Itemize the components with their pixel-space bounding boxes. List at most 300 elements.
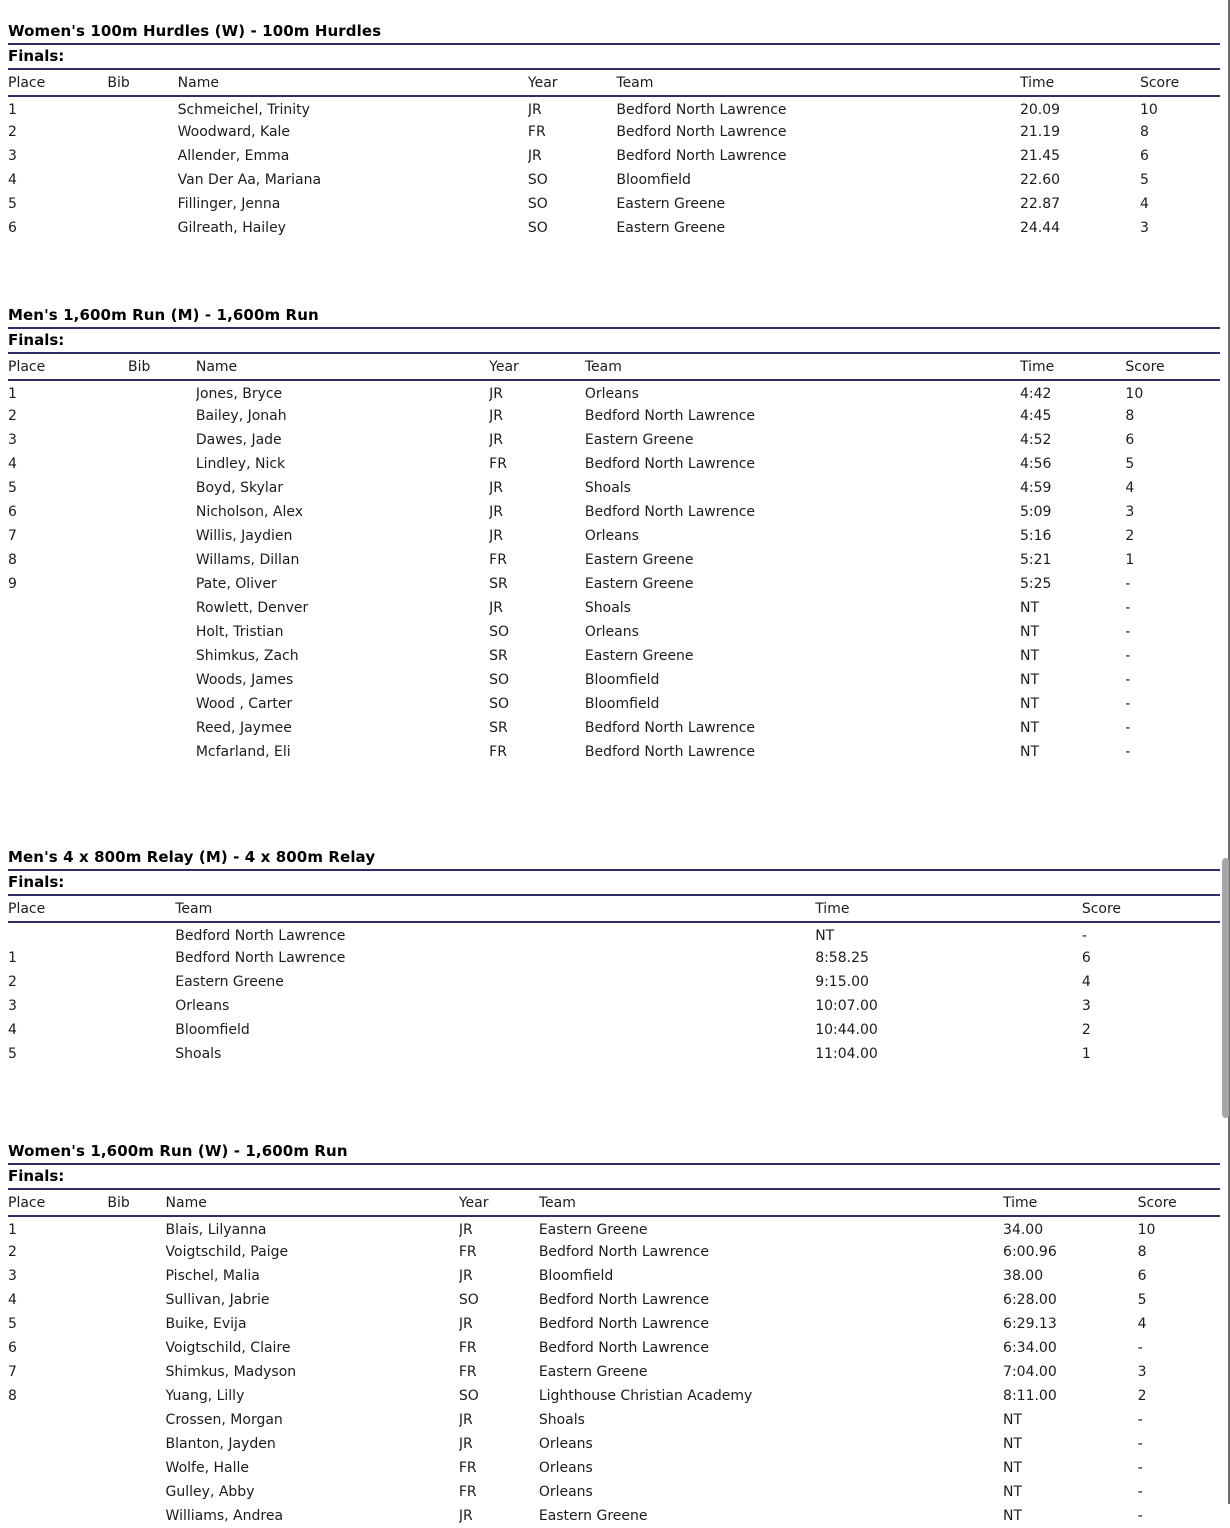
cell-name: Fillinger, Jenna xyxy=(177,196,281,212)
event-section xyxy=(8,848,1220,1066)
column-header-place: Place xyxy=(8,354,128,380)
cell-place xyxy=(8,922,175,946)
cell-bib xyxy=(107,168,177,192)
table-row xyxy=(8,96,1220,120)
cell-year: SR xyxy=(489,720,508,736)
cell-name: Jones, Bryce xyxy=(195,386,283,402)
cell-time: 20.09 xyxy=(1019,102,1061,118)
cell-team: Bedford North Lawrence xyxy=(616,102,787,118)
results-content xyxy=(8,22,1220,1528)
table-row xyxy=(8,192,1220,216)
cell-score: - xyxy=(1125,624,1131,640)
cell-year: FR xyxy=(458,1340,477,1356)
cell-place: 4 xyxy=(8,456,17,472)
cell-name: Boyd, Skylar xyxy=(195,480,284,496)
cell-year: JR xyxy=(527,148,542,164)
table-row xyxy=(8,1288,1220,1312)
table-row xyxy=(8,740,1220,764)
cell-score: 5 xyxy=(1139,172,1149,188)
cell-year: FR xyxy=(489,456,507,472)
cell-name: Holt, Tristian xyxy=(195,624,284,640)
cell-score: - xyxy=(1137,1460,1143,1476)
cell-score: - xyxy=(1125,672,1131,688)
cell-time: 21.45 xyxy=(1019,148,1061,164)
cell-score: 6 xyxy=(1137,1268,1147,1284)
cell-year: JR xyxy=(489,386,503,402)
cell-bib xyxy=(107,216,177,240)
cell-bib xyxy=(128,524,196,548)
cell-score: 6 xyxy=(1125,432,1135,448)
cell-score: 2 xyxy=(1125,528,1135,544)
cell-score: 3 xyxy=(1139,220,1149,236)
cell-name: Blais, Lilyanna xyxy=(165,1222,267,1238)
cell-score: 5 xyxy=(1125,456,1135,472)
cell-place: 6 xyxy=(8,220,17,236)
event-section xyxy=(8,1142,1220,1528)
table-row xyxy=(8,548,1220,572)
cell-year: FR xyxy=(458,1460,477,1476)
cell-team: Bedford North Lawrence xyxy=(175,950,346,966)
cell-bib xyxy=(107,1288,165,1312)
cell-score: 10 xyxy=(1139,102,1158,118)
cell-name: Voigtschild, Paige xyxy=(165,1244,289,1260)
cell-bib xyxy=(107,192,177,216)
table-row xyxy=(8,500,1220,524)
cell-name: Shimkus, Madyson xyxy=(165,1364,297,1380)
column-header-score: Score xyxy=(1138,1190,1220,1216)
cell-score: 8 xyxy=(1125,408,1135,424)
cell-name: Schmeichel, Trinity xyxy=(177,102,310,118)
column-header-score: Score xyxy=(1125,354,1220,380)
cell-score: 5 xyxy=(1137,1292,1147,1308)
cell-time: 6:00.96 xyxy=(1003,1244,1057,1260)
cell-year: JR xyxy=(489,480,503,496)
cell-time: 34.00 xyxy=(1003,1222,1044,1238)
cell-score: - xyxy=(1125,696,1131,712)
cell-team: Eastern Greene xyxy=(538,1222,648,1238)
cell-team: Eastern Greene xyxy=(616,196,726,212)
cell-time: 24.44 xyxy=(1019,220,1061,236)
cell-name: Gulley, Abby xyxy=(165,1484,255,1500)
table-row xyxy=(8,144,1220,168)
cell-team: Orleans xyxy=(538,1436,593,1452)
cell-place: 2 xyxy=(8,1244,17,1260)
cell-bib xyxy=(107,1216,165,1240)
cell-place xyxy=(8,1432,107,1456)
cell-year: JR xyxy=(458,1222,473,1238)
cell-team: Orleans xyxy=(538,1484,593,1500)
cell-team: Shoals xyxy=(175,1046,222,1062)
column-header-bib: Bib xyxy=(107,1190,165,1216)
cell-bib xyxy=(107,1456,165,1480)
round-label: Finals: xyxy=(8,871,1220,896)
table-row xyxy=(8,946,1220,970)
cell-bib xyxy=(128,476,196,500)
cell-bib xyxy=(107,1240,165,1264)
cell-place xyxy=(8,1504,107,1528)
cell-time: NT xyxy=(1003,1412,1023,1428)
column-header-bib: Bib xyxy=(128,354,196,380)
table-row xyxy=(8,1018,1220,1042)
table-row xyxy=(8,380,1220,404)
cell-bib xyxy=(107,144,177,168)
cell-place: 1 xyxy=(8,950,17,966)
cell-team: Bedford North Lawrence xyxy=(616,148,787,164)
cell-name: Dawes, Jade xyxy=(195,432,282,448)
cell-time: NT xyxy=(1019,720,1040,736)
results-table xyxy=(8,1190,1220,1528)
cell-place: 3 xyxy=(8,1268,17,1284)
cell-name: Willis, Jaydien xyxy=(195,528,293,544)
cell-score: - xyxy=(1137,1484,1143,1500)
cell-score: 10 xyxy=(1137,1222,1156,1238)
table-row xyxy=(8,970,1220,994)
event-section xyxy=(8,22,1220,240)
event-title: Men's 4 x 800m Relay (M) - 4 x 800m Relay xyxy=(8,848,1220,871)
cell-time: 5:21 xyxy=(1019,552,1052,568)
cell-time: NT xyxy=(1019,672,1040,688)
cell-score: 8 xyxy=(1139,124,1149,140)
cell-place: 3 xyxy=(8,998,17,1014)
cell-team: Orleans xyxy=(584,386,639,402)
cell-team: Lighthouse Christian Academy xyxy=(538,1388,753,1404)
cell-name: Williams, Andrea xyxy=(165,1508,284,1524)
column-header-name: Name xyxy=(178,70,528,96)
cell-score: 3 xyxy=(1125,504,1135,520)
cell-bib xyxy=(107,120,177,144)
cell-year: SR xyxy=(489,576,508,592)
cell-year: SO xyxy=(489,696,510,712)
cell-team: Shoals xyxy=(584,600,631,616)
cell-name: Shimkus, Zach xyxy=(195,648,299,664)
cell-place: 1 xyxy=(8,1222,17,1238)
cell-time: 11:04.00 xyxy=(815,1046,878,1062)
table-row xyxy=(8,1240,1220,1264)
cell-team: Shoals xyxy=(584,480,631,496)
cell-year: SO xyxy=(489,624,510,640)
cell-name: Willams, Dillan xyxy=(195,552,300,568)
cell-score: 4 xyxy=(1125,480,1135,496)
cell-team: Bloomfield xyxy=(175,1022,250,1038)
cell-time: 6:28.00 xyxy=(1003,1292,1057,1308)
cell-bib xyxy=(128,500,196,524)
table-row xyxy=(8,1042,1220,1066)
cell-place xyxy=(8,668,128,692)
results-table xyxy=(8,70,1220,240)
cell-time: NT xyxy=(1003,1436,1023,1452)
cell-name: Sullivan, Jabrie xyxy=(165,1292,270,1308)
cell-time: 8:58.25 xyxy=(815,950,869,966)
cell-team: Bedford North Lawrence xyxy=(175,928,346,944)
cell-name: Pate, Oliver xyxy=(195,576,277,592)
cell-time: 6:29.13 xyxy=(1003,1316,1057,1332)
cell-team: Eastern Greene xyxy=(616,220,726,236)
cell-bib xyxy=(107,1336,165,1360)
cell-year: JR xyxy=(489,600,503,616)
cell-name: Bailey, Jonah xyxy=(195,408,287,424)
cell-place: 2 xyxy=(8,124,17,140)
cell-team: Bedford North Lawrence xyxy=(584,744,756,760)
round-label: Finals: xyxy=(8,329,1220,354)
cell-team: Eastern Greene xyxy=(584,432,694,448)
cell-place: 7 xyxy=(8,1364,17,1380)
column-header-bib: Bib xyxy=(107,70,177,96)
cell-team: Bedford North Lawrence xyxy=(584,504,756,520)
cell-time: NT xyxy=(1019,600,1040,616)
cell-bib xyxy=(107,96,177,120)
cell-bib xyxy=(128,404,196,428)
cell-time: 8:11.00 xyxy=(1003,1388,1057,1404)
cell-name: Pischel, Malia xyxy=(165,1268,260,1284)
cell-score: 2 xyxy=(1081,1022,1091,1038)
cell-bib xyxy=(128,428,196,452)
cell-time: NT xyxy=(1019,696,1040,712)
table-row xyxy=(8,168,1220,192)
cell-bib xyxy=(107,1408,165,1432)
cell-time: NT xyxy=(1019,744,1040,760)
table-row xyxy=(8,1504,1220,1528)
cell-team: Shoals xyxy=(538,1412,585,1428)
cell-place: 1 xyxy=(8,102,17,118)
cell-time: 4:59 xyxy=(1019,480,1052,496)
table-row xyxy=(8,404,1220,428)
cell-time: NT xyxy=(815,928,835,944)
cell-time: 4:45 xyxy=(1019,408,1052,424)
column-header-team: Team xyxy=(616,70,1020,96)
column-header-year: Year xyxy=(528,70,616,96)
cell-team: Bedford North Lawrence xyxy=(538,1340,709,1356)
cell-year: JR xyxy=(458,1316,473,1332)
cell-place: 4 xyxy=(8,1292,17,1308)
table-row xyxy=(8,994,1220,1018)
cell-place: 2 xyxy=(8,408,17,424)
cell-place: 7 xyxy=(8,528,17,544)
cell-year: JR xyxy=(527,102,542,118)
cell-time: 22.60 xyxy=(1019,172,1061,188)
cell-score: 6 xyxy=(1139,148,1149,164)
cell-bib xyxy=(128,692,196,716)
cell-place: 2 xyxy=(8,974,17,990)
cell-place: 3 xyxy=(8,432,17,448)
cell-year: FR xyxy=(527,124,546,140)
cell-year: FR xyxy=(458,1364,477,1380)
results-table xyxy=(8,354,1220,764)
cell-team: Bedford North Lawrence xyxy=(538,1316,709,1332)
cell-time: 10:44.00 xyxy=(815,1022,878,1038)
cell-score: - xyxy=(1137,1436,1143,1452)
cell-name: Rowlett, Denver xyxy=(195,600,309,616)
cell-bib xyxy=(128,668,196,692)
table-row xyxy=(8,716,1220,740)
cell-time: NT xyxy=(1019,624,1040,640)
column-header-team: Team xyxy=(175,896,815,922)
cell-year: JR xyxy=(458,1508,473,1524)
cell-score: 8 xyxy=(1137,1244,1147,1260)
cell-time: NT xyxy=(1003,1484,1023,1500)
column-header-place: Place xyxy=(8,896,175,922)
cell-time: NT xyxy=(1003,1460,1023,1476)
cell-time: 7:04.00 xyxy=(1003,1364,1057,1380)
cell-score: - xyxy=(1125,576,1131,592)
cell-year: JR xyxy=(458,1412,473,1428)
cell-time: 10:07.00 xyxy=(815,998,878,1014)
cell-team: Bedford North Lawrence xyxy=(538,1244,709,1260)
cell-score: - xyxy=(1125,720,1131,736)
column-header-time: Time xyxy=(815,896,1082,922)
cell-place: 1 xyxy=(8,386,17,402)
header-row xyxy=(8,1190,1220,1216)
cell-name: Allender, Emma xyxy=(177,148,290,164)
column-header-time: Time xyxy=(1020,70,1140,96)
cell-year: SR xyxy=(489,648,508,664)
table-row xyxy=(8,692,1220,716)
column-header-place: Place xyxy=(8,70,107,96)
cell-year: JR xyxy=(489,528,503,544)
cell-time: 6:34.00 xyxy=(1003,1340,1057,1356)
cell-bib xyxy=(107,1312,165,1336)
table-row xyxy=(8,1336,1220,1360)
column-header-score: Score xyxy=(1140,70,1220,96)
cell-year: JR xyxy=(489,432,503,448)
cell-score: 3 xyxy=(1137,1364,1147,1380)
cell-time: 21.19 xyxy=(1019,124,1061,140)
cell-team: Eastern Greene xyxy=(584,576,694,592)
cell-place xyxy=(8,596,128,620)
cell-bib xyxy=(128,620,196,644)
cell-team: Bloomfield xyxy=(584,672,660,688)
table-row xyxy=(8,476,1220,500)
header-row xyxy=(8,354,1220,380)
column-header-name: Name xyxy=(166,1190,459,1216)
cell-bib xyxy=(107,1480,165,1504)
cell-year: SO xyxy=(458,1292,479,1308)
cell-team: Bedford North Lawrence xyxy=(616,124,787,140)
table-row xyxy=(8,1360,1220,1384)
cell-score: 6 xyxy=(1081,950,1091,966)
cell-name: Gilreath, Hailey xyxy=(177,220,286,236)
cell-score: - xyxy=(1125,744,1131,760)
cell-place: 8 xyxy=(8,552,17,568)
cell-time: 5:16 xyxy=(1019,528,1052,544)
cell-name: Wolfe, Halle xyxy=(165,1460,249,1476)
cell-place xyxy=(8,1456,107,1480)
column-header-year: Year xyxy=(459,1190,539,1216)
event-title: Women's 100m Hurdles (W) - 100m Hurdles xyxy=(8,22,1220,45)
cell-bib xyxy=(107,1432,165,1456)
cell-bib xyxy=(128,380,196,404)
cell-team: Orleans xyxy=(175,998,230,1014)
table-row xyxy=(8,668,1220,692)
cell-score: - xyxy=(1081,928,1087,944)
cell-year: FR xyxy=(489,744,507,760)
cell-year: SO xyxy=(527,196,548,212)
scrollbar-thumb[interactable] xyxy=(1222,858,1229,1118)
table-row xyxy=(8,1408,1220,1432)
cell-team: Orleans xyxy=(538,1460,593,1476)
cell-team: Bloomfield xyxy=(538,1268,614,1284)
cell-place: 4 xyxy=(8,172,17,188)
cell-name: Voigtschild, Claire xyxy=(165,1340,291,1356)
cell-time: 5:09 xyxy=(1019,504,1052,520)
column-header-score: Score xyxy=(1082,896,1220,922)
cell-place: 5 xyxy=(8,480,17,496)
cell-year: JR xyxy=(458,1268,473,1284)
cell-score: 4 xyxy=(1137,1316,1147,1332)
cell-bib xyxy=(128,452,196,476)
cell-time: 4:52 xyxy=(1019,432,1052,448)
header-row xyxy=(8,896,1220,922)
cell-place: 3 xyxy=(8,148,17,164)
cell-time: 5:25 xyxy=(1019,576,1052,592)
cell-score: - xyxy=(1125,600,1131,616)
table-row xyxy=(8,1264,1220,1288)
cell-team: Eastern Greene xyxy=(584,552,694,568)
round-label: Finals: xyxy=(8,1165,1220,1190)
cell-bib xyxy=(128,644,196,668)
cell-time: NT xyxy=(1003,1508,1023,1524)
table-row xyxy=(8,120,1220,144)
cell-year: FR xyxy=(458,1244,477,1260)
table-row xyxy=(8,524,1220,548)
cell-team: Eastern Greene xyxy=(584,648,694,664)
cell-place: 4 xyxy=(8,1022,17,1038)
cell-year: SO xyxy=(527,172,548,188)
cell-bib xyxy=(107,1264,165,1288)
table-row xyxy=(8,1312,1220,1336)
cell-bib xyxy=(107,1360,165,1384)
cell-year: SO xyxy=(527,220,548,236)
cell-place: 9 xyxy=(8,576,17,592)
results-table xyxy=(8,896,1220,1066)
cell-place: 5 xyxy=(8,196,17,212)
cell-name: Woodward, Kale xyxy=(177,124,291,140)
cell-score: - xyxy=(1137,1412,1143,1428)
cell-year: JR xyxy=(489,408,503,424)
table-row xyxy=(8,572,1220,596)
cell-bib xyxy=(128,596,196,620)
cell-year: JR xyxy=(489,504,503,520)
column-header-time: Time xyxy=(1020,354,1125,380)
cell-place xyxy=(8,1480,107,1504)
table-row xyxy=(8,1384,1220,1408)
column-header-team: Team xyxy=(539,1190,1003,1216)
cell-team: Orleans xyxy=(584,528,639,544)
cell-score: 4 xyxy=(1081,974,1091,990)
cell-team: Bedford North Lawrence xyxy=(584,720,756,736)
header-row xyxy=(8,70,1220,96)
cell-place xyxy=(8,620,128,644)
column-header-name: Name xyxy=(196,354,489,380)
cell-name: Buike, Evija xyxy=(165,1316,247,1332)
cell-bib xyxy=(107,1384,165,1408)
cell-bib xyxy=(107,1504,165,1528)
cell-name: Reed, Jaymee xyxy=(195,720,292,736)
round-label: Finals: xyxy=(8,45,1220,70)
table-row xyxy=(8,620,1220,644)
cell-score: 1 xyxy=(1081,1046,1091,1062)
cell-score: 1 xyxy=(1125,552,1135,568)
cell-name: Van Der Aa, Mariana xyxy=(177,172,322,188)
cell-team: Orleans xyxy=(584,624,639,640)
table-row xyxy=(8,1216,1220,1240)
cell-year: SO xyxy=(458,1388,479,1404)
cell-name: Lindley, Nick xyxy=(195,456,286,472)
cell-place xyxy=(8,1408,107,1432)
cell-year: FR xyxy=(489,552,507,568)
cell-score: 4 xyxy=(1139,196,1149,212)
table-row xyxy=(8,644,1220,668)
cell-time: 22.87 xyxy=(1019,196,1061,212)
